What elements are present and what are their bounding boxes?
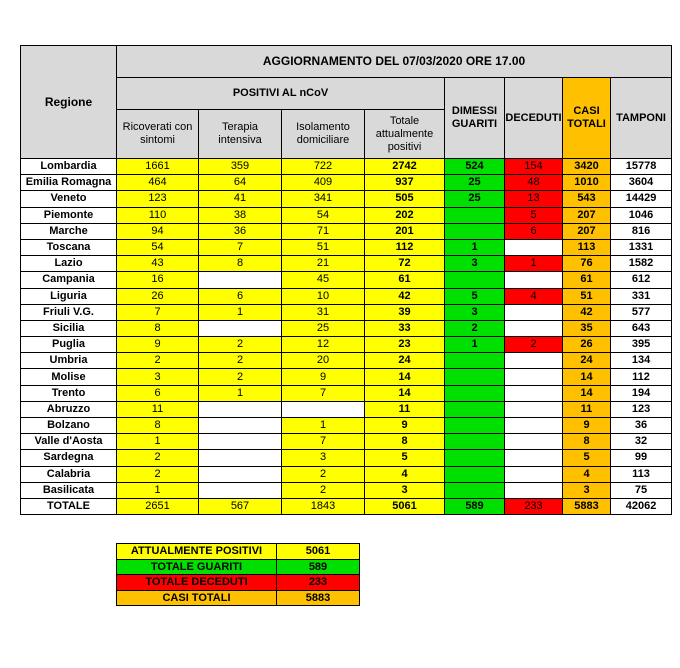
cell-tamponi: 36 [611, 418, 672, 434]
cell-totale: 24 [365, 353, 445, 369]
cell-terapia: 64 [199, 175, 282, 191]
cell-regione: Campania [21, 272, 117, 288]
cell-regione: Liguria [21, 288, 117, 304]
table-row [21, 288, 672, 304]
table-title: AGGIORNAMENTO DEL 07/03/2020 ORE 17.00 [117, 46, 672, 78]
cell-regione: Veneto [21, 191, 117, 207]
cell-terapia: 1 [199, 304, 282, 320]
cell-regione: Marche [21, 223, 117, 239]
cell-terapia: 2 [199, 353, 282, 369]
cell-totale: 61 [365, 272, 445, 288]
cell-casi: 35 [563, 320, 611, 336]
cell-totale: 2742 [365, 159, 445, 175]
cell-ricoverati: 2 [117, 466, 199, 482]
table-row [21, 191, 672, 207]
cell-ricoverati: 123 [117, 191, 199, 207]
cell-deceduti: 233 [505, 498, 563, 514]
cell-deceduti [505, 434, 563, 450]
cell-dimessi: 5 [445, 288, 505, 304]
cell-totale: 5 [365, 450, 445, 466]
cell-regione: Friuli V.G. [21, 304, 117, 320]
cell-isolamento: 54 [282, 207, 365, 223]
header-totale-positivi: Totale attualmente positivi [365, 110, 445, 159]
cell-tamponi: 112 [611, 369, 672, 385]
cell-isolamento: 7 [282, 434, 365, 450]
cell-dimessi: 1 [445, 239, 505, 255]
cell-ricoverati: 16 [117, 272, 199, 288]
cell-ricoverati: 2 [117, 353, 199, 369]
table-row [21, 401, 672, 417]
cell-casi: 61 [563, 272, 611, 288]
cell-dimessi [445, 434, 505, 450]
header-casi: CASI TOTALI [563, 78, 611, 159]
cell-totale: 112 [365, 239, 445, 255]
table-row [21, 353, 672, 369]
header-ricoverati: Ricoverati con sintomi [117, 110, 199, 159]
summary-label: ATTUALMENTE POSITIVI [117, 544, 277, 560]
cell-dimessi [445, 450, 505, 466]
cell-terapia: 2 [199, 337, 282, 353]
cell-dimessi: 2 [445, 320, 505, 336]
cell-ricoverati: 54 [117, 239, 199, 255]
cell-dimessi [445, 466, 505, 482]
cell-regione: Toscana [21, 239, 117, 255]
cell-regione: Valle d'Aosta [21, 434, 117, 450]
cell-casi: 24 [563, 353, 611, 369]
cell-isolamento: 20 [282, 353, 365, 369]
cell-tamponi: 15778 [611, 159, 672, 175]
cell-casi: 14 [563, 385, 611, 401]
cell-regione: Lombardia [21, 159, 117, 175]
table-row [21, 159, 672, 175]
header-deceduti: DECEDUTI [505, 78, 563, 159]
cell-totale: 23 [365, 337, 445, 353]
cell-tamponi: 612 [611, 272, 672, 288]
cell-terapia: 567 [199, 498, 282, 514]
cell-totale: 201 [365, 223, 445, 239]
cell-terapia: 41 [199, 191, 282, 207]
header-regione: Regione [21, 46, 117, 159]
cell-deceduti: 13 [505, 191, 563, 207]
cell-casi: 8 [563, 434, 611, 450]
summary-label: TOTALE DECEDUTI [117, 575, 277, 591]
cell-regione: Calabria [21, 466, 117, 482]
cell-dimessi [445, 385, 505, 401]
cell-terapia [199, 434, 282, 450]
cell-tamponi: 816 [611, 223, 672, 239]
cell-totale: 8 [365, 434, 445, 450]
cell-deceduti: 48 [505, 175, 563, 191]
cell-dimessi [445, 353, 505, 369]
cell-isolamento: 51 [282, 239, 365, 255]
cell-totale: 3 [365, 482, 445, 498]
cell-ricoverati: 2651 [117, 498, 199, 514]
cell-dimessi: 1 [445, 337, 505, 353]
table-row [21, 223, 672, 239]
cell-dimessi: 25 [445, 175, 505, 191]
cell-totale: 4 [365, 466, 445, 482]
cell-regione: Abruzzo [21, 401, 117, 417]
table-row [21, 175, 672, 191]
cell-regione: Bolzano [21, 418, 117, 434]
cell-regione: Basilicata [21, 482, 117, 498]
cell-casi: 207 [563, 207, 611, 223]
cell-dimessi [445, 401, 505, 417]
summary-row [117, 575, 360, 591]
cell-deceduti: 1 [505, 256, 563, 272]
table-row [21, 320, 672, 336]
cell-tamponi: 331 [611, 288, 672, 304]
cell-dimessi [445, 369, 505, 385]
cell-terapia [199, 418, 282, 434]
cell-isolamento: 12 [282, 337, 365, 353]
cell-terapia: 38 [199, 207, 282, 223]
cell-casi: 26 [563, 337, 611, 353]
cell-dimessi [445, 223, 505, 239]
cell-ricoverati: 7 [117, 304, 199, 320]
cell-dimessi [445, 207, 505, 223]
cell-isolamento: 409 [282, 175, 365, 191]
cell-deceduti [505, 320, 563, 336]
cell-deceduti [505, 304, 563, 320]
cell-terapia: 359 [199, 159, 282, 175]
cell-isolamento: 2 [282, 466, 365, 482]
cell-ricoverati: 43 [117, 256, 199, 272]
summary-value: 5061 [277, 544, 360, 560]
cell-tamponi: 1331 [611, 239, 672, 255]
table-row [21, 482, 672, 498]
cell-deceduti: 5 [505, 207, 563, 223]
header-terapia: Terapia intensiva [199, 110, 282, 159]
cell-terapia [199, 401, 282, 417]
summary-value: 5883 [277, 590, 360, 606]
cell-regione: Emilia Romagna [21, 175, 117, 191]
cell-totale: 14 [365, 369, 445, 385]
cell-totale: 33 [365, 320, 445, 336]
cell-isolamento: 10 [282, 288, 365, 304]
cell-terapia: 36 [199, 223, 282, 239]
table-row [21, 272, 672, 288]
cell-ricoverati: 1 [117, 434, 199, 450]
cell-terapia: 2 [199, 369, 282, 385]
table-row [21, 239, 672, 255]
cell-isolamento: 31 [282, 304, 365, 320]
cell-terapia: 6 [199, 288, 282, 304]
cell-deceduti: 4 [505, 288, 563, 304]
cell-dimessi: 3 [445, 256, 505, 272]
cell-terapia [199, 482, 282, 498]
total-row [21, 498, 672, 514]
table-row [21, 434, 672, 450]
cell-regione: Molise [21, 369, 117, 385]
cell-isolamento: 2 [282, 482, 365, 498]
cell-ricoverati: 8 [117, 418, 199, 434]
cell-deceduti [505, 450, 563, 466]
cell-totale: 14 [365, 385, 445, 401]
cell-tamponi: 75 [611, 482, 672, 498]
cell-ricoverati: 26 [117, 288, 199, 304]
cell-tamponi: 3604 [611, 175, 672, 191]
cell-regione: TOTALE [21, 498, 117, 514]
cell-casi: 11 [563, 401, 611, 417]
cell-regione: Umbria [21, 353, 117, 369]
cell-deceduti [505, 418, 563, 434]
header-tamponi: TAMPONI [611, 78, 672, 159]
cell-isolamento: 341 [282, 191, 365, 207]
cell-dimessi: 589 [445, 498, 505, 514]
cell-tamponi: 32 [611, 434, 672, 450]
summary-row [117, 544, 360, 560]
summary-value: 233 [277, 575, 360, 591]
cell-casi: 1010 [563, 175, 611, 191]
cell-isolamento: 25 [282, 320, 365, 336]
cell-dimessi: 25 [445, 191, 505, 207]
cell-ricoverati: 464 [117, 175, 199, 191]
summary-row [117, 559, 360, 575]
cell-tamponi: 113 [611, 466, 672, 482]
cell-casi: 5 [563, 450, 611, 466]
cell-casi: 543 [563, 191, 611, 207]
cell-casi: 9 [563, 418, 611, 434]
cell-ricoverati: 6 [117, 385, 199, 401]
cell-deceduti: 2 [505, 337, 563, 353]
header-isolamento: Isolamento domiciliare [282, 110, 365, 159]
cell-casi: 5883 [563, 498, 611, 514]
cell-deceduti [505, 369, 563, 385]
table-row [21, 369, 672, 385]
table-row [21, 385, 672, 401]
cell-totale: 39 [365, 304, 445, 320]
cell-casi: 113 [563, 239, 611, 255]
cell-terapia [199, 272, 282, 288]
cell-casi: 207 [563, 223, 611, 239]
cell-totale: 202 [365, 207, 445, 223]
cell-terapia: 1 [199, 385, 282, 401]
cell-tamponi: 14429 [611, 191, 672, 207]
cell-isolamento: 722 [282, 159, 365, 175]
cell-tamponi: 577 [611, 304, 672, 320]
covid-table [20, 45, 672, 515]
cell-tamponi: 42062 [611, 498, 672, 514]
header-positivi: POSITIVI AL nCoV [117, 78, 445, 110]
cell-ricoverati: 8 [117, 320, 199, 336]
cell-totale: 5061 [365, 498, 445, 514]
cell-deceduti [505, 482, 563, 498]
cell-tamponi: 395 [611, 337, 672, 353]
summary-label: TOTALE GUARITI [117, 559, 277, 575]
cell-ricoverati: 11 [117, 401, 199, 417]
header-dimessi: DIMESSI GUARITI [445, 78, 505, 159]
cell-dimessi: 3 [445, 304, 505, 320]
cell-deceduti: 154 [505, 159, 563, 175]
cell-isolamento: 9 [282, 369, 365, 385]
cell-isolamento: 3 [282, 450, 365, 466]
cell-totale: 11 [365, 401, 445, 417]
table-row [21, 256, 672, 272]
cell-tamponi: 123 [611, 401, 672, 417]
cell-tamponi: 1582 [611, 256, 672, 272]
cell-ricoverati: 94 [117, 223, 199, 239]
cell-isolamento: 71 [282, 223, 365, 239]
cell-dimessi [445, 418, 505, 434]
cell-deceduti [505, 401, 563, 417]
table-row [21, 337, 672, 353]
table-row [21, 304, 672, 320]
cell-isolamento: 21 [282, 256, 365, 272]
cell-totale: 9 [365, 418, 445, 434]
cell-deceduti [505, 272, 563, 288]
summary-value: 589 [277, 559, 360, 575]
cell-isolamento: 7 [282, 385, 365, 401]
cell-regione: Sardegna [21, 450, 117, 466]
cell-terapia [199, 320, 282, 336]
cell-deceduti [505, 466, 563, 482]
cell-ricoverati: 9 [117, 337, 199, 353]
cell-deceduti [505, 385, 563, 401]
summary-table [116, 543, 360, 606]
cell-casi: 42 [563, 304, 611, 320]
summary-label: CASI TOTALI [117, 590, 277, 606]
table-row [21, 207, 672, 223]
cell-totale: 42 [365, 288, 445, 304]
cell-dimessi [445, 482, 505, 498]
cell-totale: 937 [365, 175, 445, 191]
summary-row [117, 590, 360, 606]
cell-isolamento: 1843 [282, 498, 365, 514]
cell-casi: 4 [563, 466, 611, 482]
cell-ricoverati: 2 [117, 450, 199, 466]
cell-totale: 505 [365, 191, 445, 207]
cell-terapia [199, 450, 282, 466]
cell-tamponi: 194 [611, 385, 672, 401]
cell-ricoverati: 1 [117, 482, 199, 498]
cell-isolamento: 45 [282, 272, 365, 288]
cell-dimessi [445, 272, 505, 288]
cell-isolamento: 1 [282, 418, 365, 434]
cell-regione: Trento [21, 385, 117, 401]
cell-regione: Sicilia [21, 320, 117, 336]
cell-casi: 14 [563, 369, 611, 385]
cell-deceduti [505, 239, 563, 255]
cell-terapia: 8 [199, 256, 282, 272]
cell-terapia [199, 466, 282, 482]
cell-deceduti [505, 353, 563, 369]
table-row [21, 450, 672, 466]
cell-casi: 51 [563, 288, 611, 304]
cell-ricoverati: 1661 [117, 159, 199, 175]
cell-totale: 72 [365, 256, 445, 272]
cell-tamponi: 643 [611, 320, 672, 336]
cell-tamponi: 1046 [611, 207, 672, 223]
table-row [21, 466, 672, 482]
cell-ricoverati: 3 [117, 369, 199, 385]
cell-casi: 3420 [563, 159, 611, 175]
cell-ricoverati: 110 [117, 207, 199, 223]
cell-dimessi: 524 [445, 159, 505, 175]
cell-casi: 76 [563, 256, 611, 272]
cell-deceduti: 6 [505, 223, 563, 239]
cell-tamponi: 99 [611, 450, 672, 466]
table-row [21, 418, 672, 434]
cell-regione: Piemonte [21, 207, 117, 223]
cell-terapia: 7 [199, 239, 282, 255]
cell-isolamento [282, 401, 365, 417]
cell-regione: Lazio [21, 256, 117, 272]
cell-regione: Puglia [21, 337, 117, 353]
cell-casi: 3 [563, 482, 611, 498]
cell-tamponi: 134 [611, 353, 672, 369]
